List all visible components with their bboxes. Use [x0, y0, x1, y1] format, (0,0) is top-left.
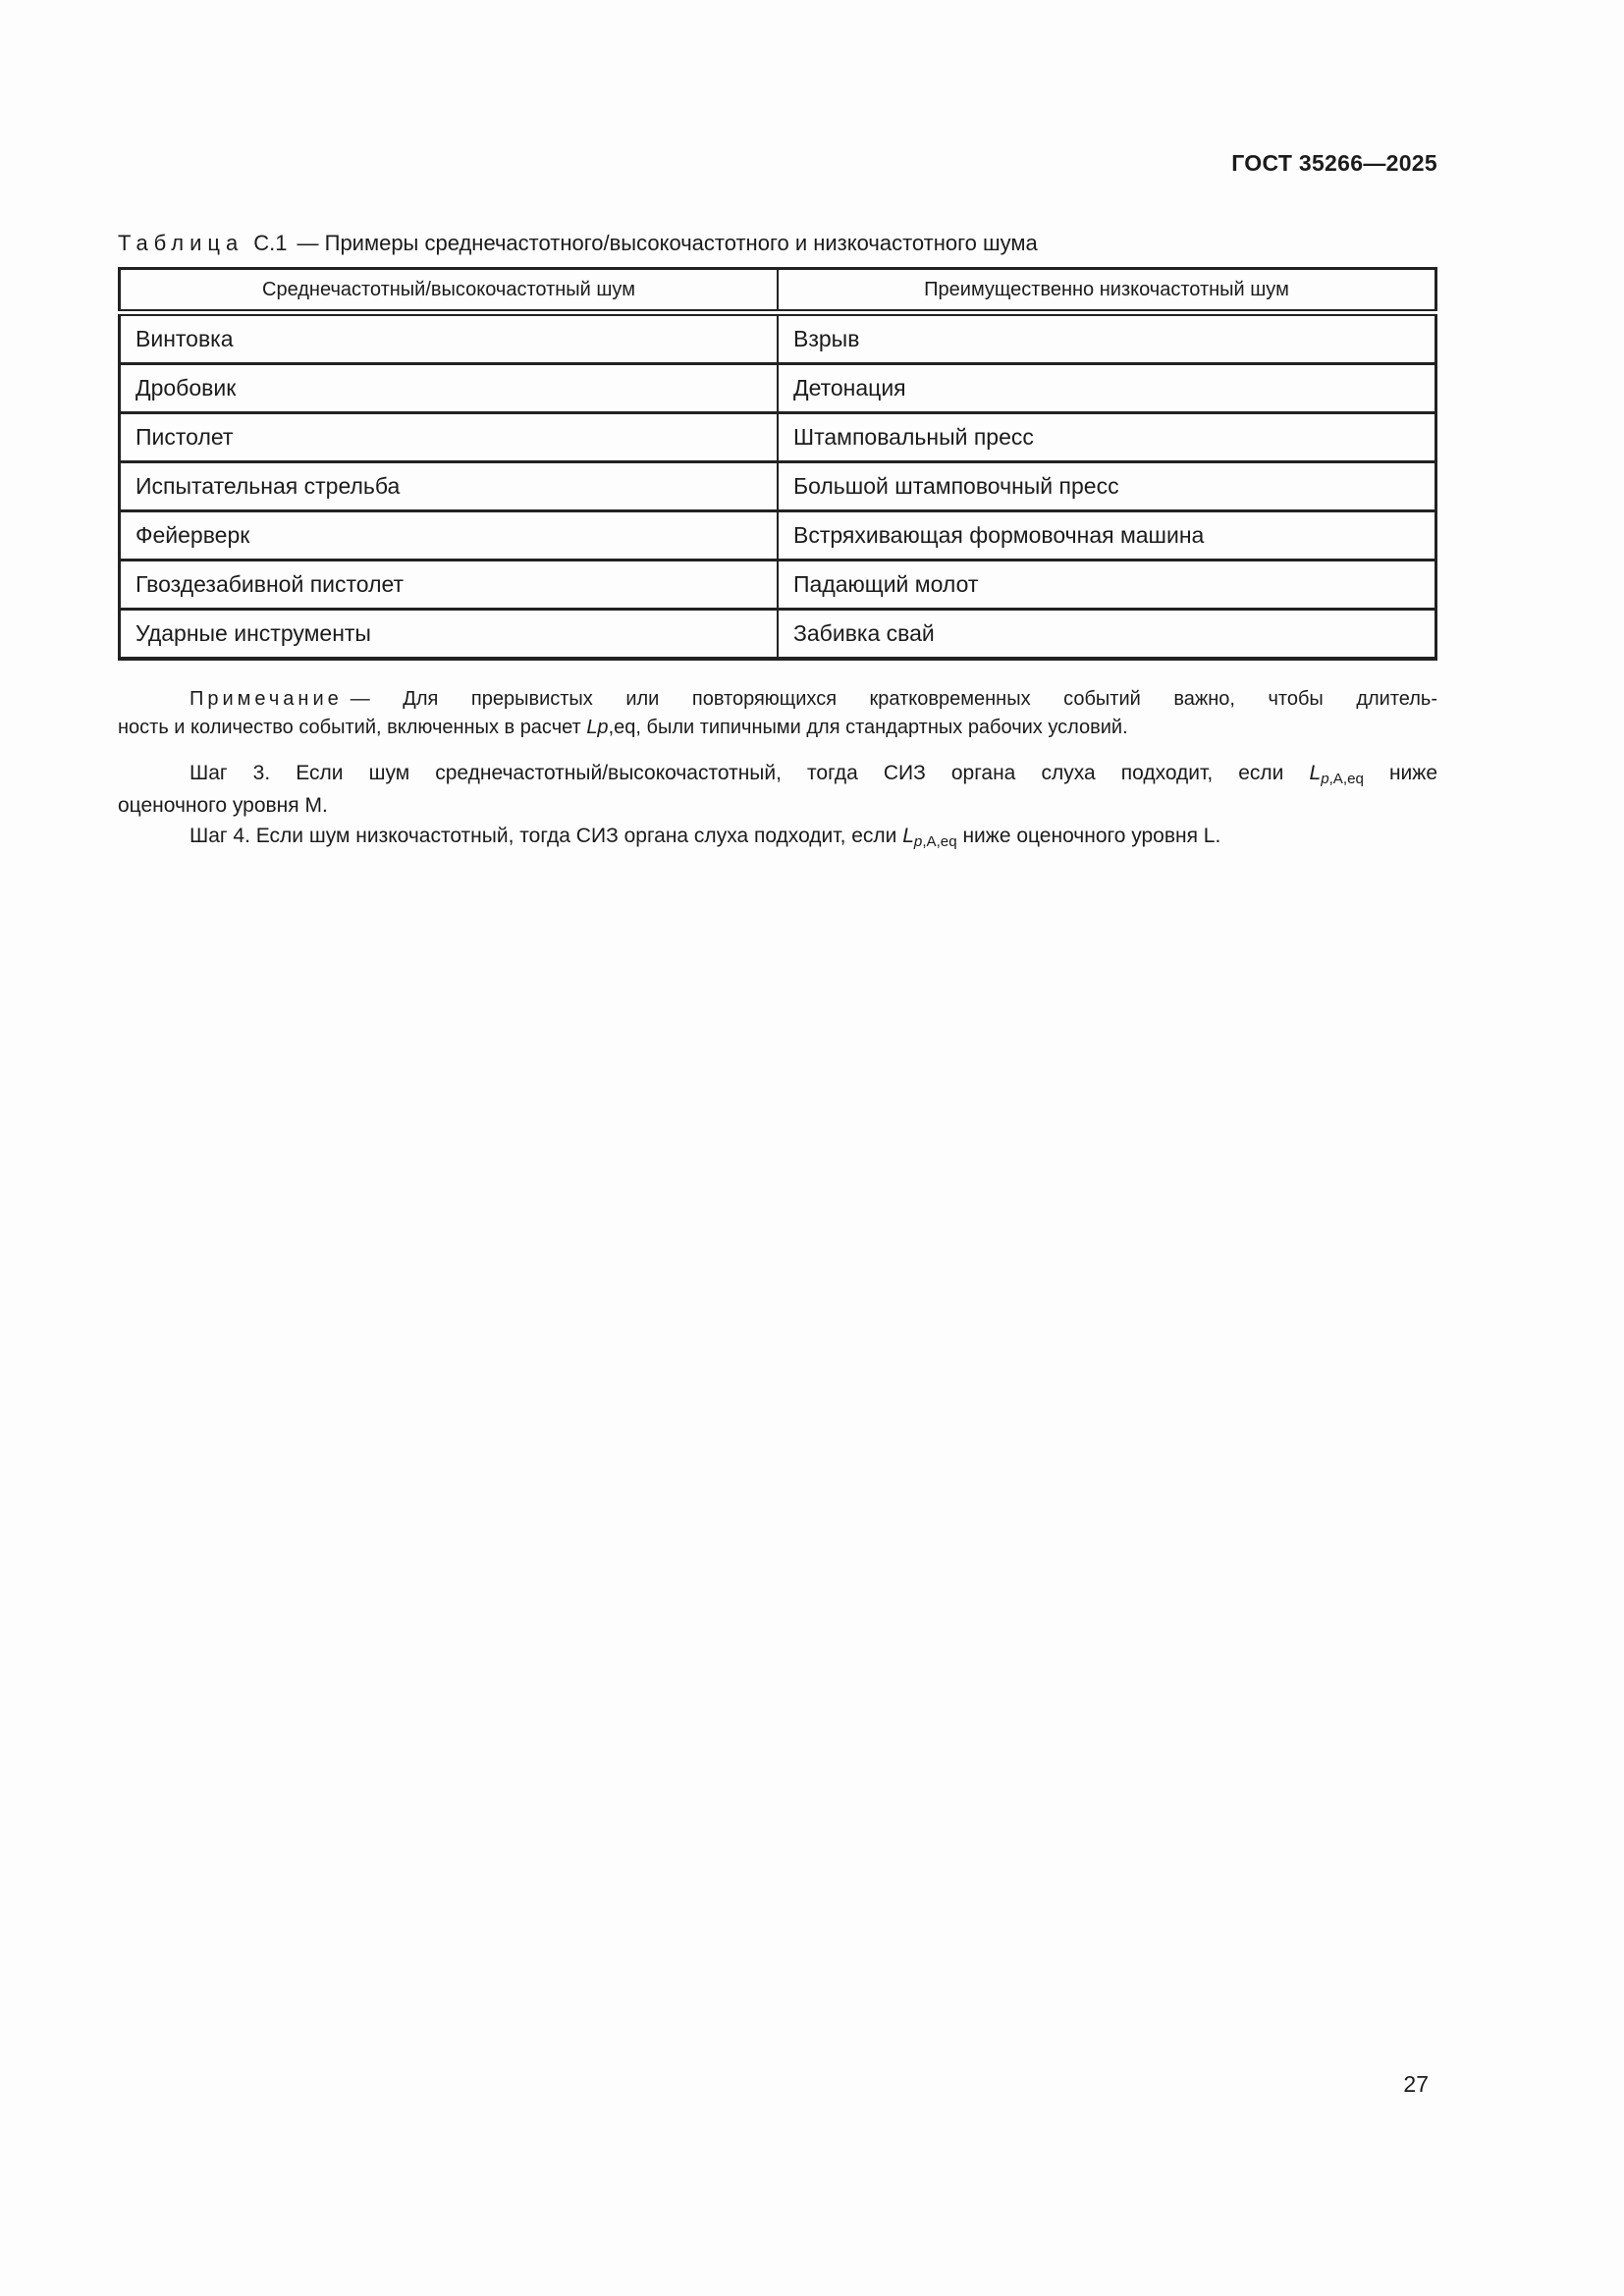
- page-number: 27: [1403, 2071, 1429, 2097]
- column-header-low-noise: Преимущественно низкочастотный шум: [778, 269, 1436, 313]
- table-cell: Встряхивающая формовочная машина: [778, 511, 1436, 561]
- table-cell: Пистолет: [120, 413, 779, 462]
- table-cell: Винтовка: [120, 313, 779, 364]
- step-3-line-1: [118, 758, 1437, 790]
- table-caption-number: С.1: [253, 231, 288, 255]
- table-row: [120, 561, 1436, 610]
- lp-symbol-suffix: ,eq: [608, 717, 636, 738]
- table-row: [120, 610, 1436, 660]
- table-row: [120, 413, 1436, 462]
- table-row: [120, 462, 1436, 511]
- step3-text-pre: Шаг 3. Если шум среднечастотный/высокочастотный, тогда СИЗ органа слуха подходит, если: [189, 762, 1310, 784]
- table-cell: Фейерверк: [120, 511, 779, 561]
- table-note-line-1: [118, 685, 1437, 714]
- subscript-p: p: [1321, 770, 1329, 787]
- table-cell: Гвоздезабивной пистолет: [120, 561, 779, 610]
- note-word: Примечание: [189, 688, 343, 710]
- table-caption-word: Таблица: [118, 231, 244, 255]
- table-cell: Взрыв: [793, 326, 860, 351]
- level-symbol-subscript: [914, 833, 957, 850]
- table-row: [120, 511, 1436, 561]
- step-4-paragraph: [118, 821, 1437, 853]
- table-note: [118, 685, 1437, 742]
- table-note-line-2: [118, 714, 1437, 742]
- step-3-paragraph: [118, 758, 1437, 821]
- subscript-p: p: [913, 832, 923, 850]
- table-header-row: [120, 269, 1436, 313]
- table-caption-title: — Примеры среднечастотного/высокочастотного и низкочастотного шума: [297, 231, 1038, 255]
- note-line2-post: , были типичными для стандартных рабочих условий.: [635, 717, 1128, 738]
- table-cell: Детонация: [778, 364, 1436, 413]
- table-row: [120, 313, 1436, 364]
- table-row: [120, 364, 1436, 413]
- step-3-line-2: оценочного уровня М.: [118, 794, 328, 817]
- step4-text-post: ниже оценочного уровня L.: [956, 825, 1221, 847]
- table-cell: Штамповальный пресс: [778, 413, 1436, 462]
- level-symbol-L: L: [902, 825, 914, 847]
- table-cell: Дробовик: [120, 364, 779, 413]
- table-cell: Большой штамповочный пресс: [778, 462, 1436, 511]
- noise-examples-table: [118, 267, 1437, 661]
- subscript-aeq: ,A,eq: [922, 832, 957, 850]
- table-cell: Падающий молот: [778, 561, 1436, 610]
- table-cell: Ударные инструменты: [120, 610, 779, 660]
- column-header-mid-high-noise: Среднечастотный/высокочастотный шум: [120, 269, 779, 313]
- table-caption: [118, 230, 1437, 257]
- level-symbol-L: L: [1309, 762, 1322, 784]
- step4-text-pre: Шаг 4. Если шум низкочастотный, тогда СИЗ органа слуха подходит, если: [189, 825, 903, 847]
- table-cell: Забивка свай: [778, 610, 1436, 660]
- level-symbol-subscript: [1321, 771, 1364, 787]
- step3-text-post: ниже: [1363, 762, 1438, 784]
- lp-symbol: Lp: [586, 717, 609, 738]
- step-4-line: [118, 821, 1437, 853]
- page-content: [118, 230, 1437, 853]
- note-line1-text: — Для прерывистых или повторяющихся кратковременных событий важно, чтобы длитель-: [350, 688, 1437, 710]
- table-cell: Испытательная стрельба: [120, 462, 779, 511]
- subscript-aeq: ,A,eq: [1328, 770, 1364, 787]
- standard-designation: ГОСТ 35266—2025: [1231, 150, 1437, 176]
- note-line2-pre: ность и количество событий, включенных в расчет: [118, 717, 587, 738]
